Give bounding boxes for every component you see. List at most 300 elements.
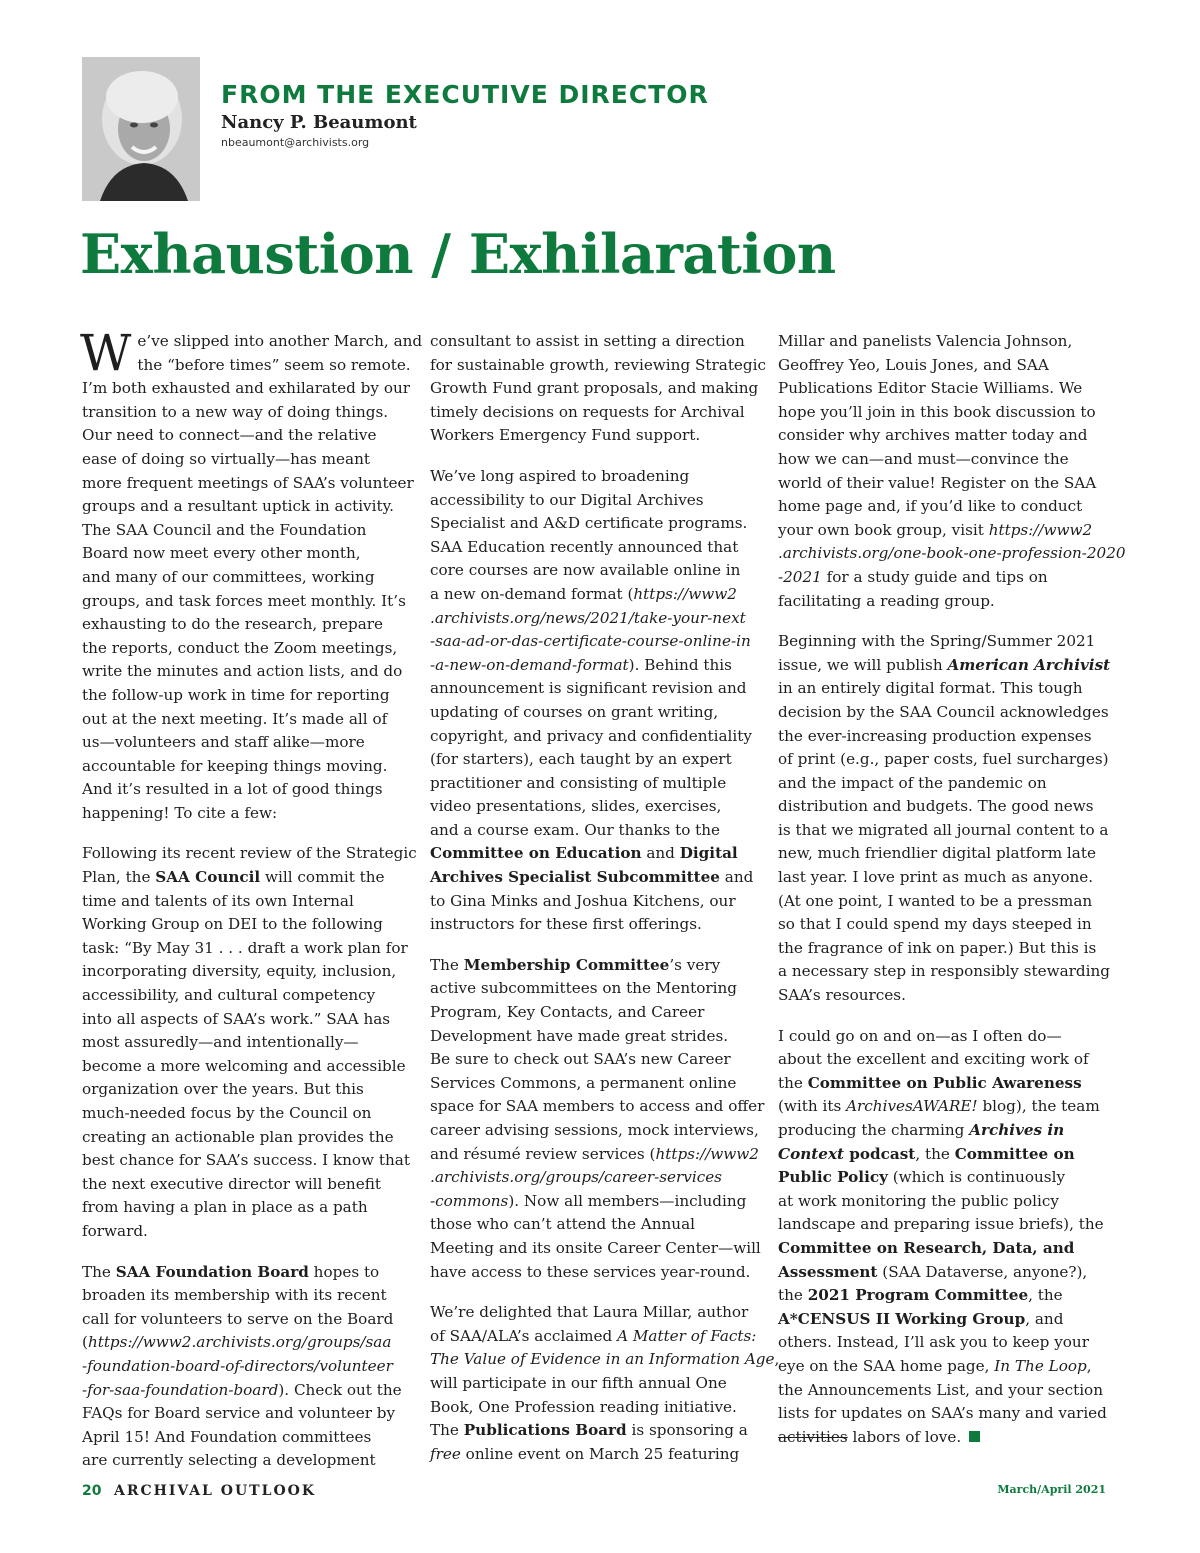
text-run: your own book group, visit xyxy=(778,520,989,539)
text-line xyxy=(430,330,760,354)
text-run: will commit the xyxy=(260,868,385,887)
text-run: The xyxy=(430,1421,464,1440)
text-run: so that I could spend my days steeped in xyxy=(778,915,1092,934)
text-run: the follow-up work in time for reporting xyxy=(82,685,390,704)
text-line xyxy=(778,819,1108,843)
text-run: the xyxy=(778,1286,808,1305)
drop-cap: W xyxy=(80,324,132,382)
text-run: groups and a resultant uptick in activity. xyxy=(82,497,394,516)
text-run: SAA’s resources. xyxy=(778,986,906,1005)
text-run: and a course exam. Our thanks to the xyxy=(430,820,721,839)
article-paragraph xyxy=(778,630,1111,1008)
text-run: more frequent meetings of SAA’s volunteer xyxy=(82,473,414,492)
text-line xyxy=(430,890,760,914)
text-run: Book, One Profession reading initiative. xyxy=(430,1397,737,1416)
text-run: Growth Fund grant proposals, and making xyxy=(430,379,759,398)
text-line xyxy=(430,1119,760,1143)
text-run: (SAA Dataverse, anyone?), xyxy=(877,1262,1088,1281)
text-run: (At one point, I wanted to be a pressman xyxy=(778,891,1093,910)
text-line xyxy=(430,1025,760,1049)
text-line xyxy=(430,1261,760,1285)
text-run: ). Check out the xyxy=(278,1380,402,1399)
text-run: how we can—and must—convince the xyxy=(778,449,1069,468)
text-line xyxy=(82,354,412,378)
italic-phrase: ArchivesAWARE! xyxy=(846,1097,978,1116)
text-line xyxy=(82,1261,412,1285)
text-line xyxy=(430,1396,760,1420)
text-line xyxy=(82,1126,412,1150)
text-run: consider why archives matter today and xyxy=(778,426,1088,445)
text-run: Geoffrey Yeo, Louis Jones, and SAA xyxy=(778,355,1049,374)
text-line xyxy=(778,725,1108,749)
italic-phrase[interactable]: -commons xyxy=(430,1191,509,1210)
article-headline: Exhaustion / Exhilaration xyxy=(80,222,836,286)
text-run: Meeting and its onsite Career Center—will xyxy=(430,1238,761,1257)
text-run: The SAA Council and the Foundation xyxy=(82,520,367,539)
text-run: and xyxy=(719,868,754,887)
text-line xyxy=(82,731,412,755)
bold-italic-title: American Archivist xyxy=(947,655,1111,674)
text-line xyxy=(778,1190,1108,1214)
bold-phrase: A*CENSUS II Working Group xyxy=(778,1309,1026,1328)
text-run: facilitating a reading group. xyxy=(778,591,995,610)
end-of-article-mark xyxy=(969,1431,980,1442)
text-run: task: “By May 31 . . . draft a work plan for xyxy=(82,938,408,957)
text-run: incorporating diversity, equity, inclusion, xyxy=(82,962,397,981)
text-line xyxy=(778,401,1108,425)
text-line xyxy=(82,1196,412,1220)
text-run: transition to a new way of doing things. xyxy=(82,402,389,421)
text-run: us—volunteers and staff alike—more xyxy=(82,733,365,752)
text-line xyxy=(82,613,412,637)
text-line xyxy=(82,424,412,448)
text-run: career advising sessions, mock interviews, xyxy=(430,1121,759,1139)
text-run: I’m both exhausted and exhilarated by our xyxy=(82,379,410,398)
text-run: time and talents of its own Internal xyxy=(82,891,354,910)
article-column-3 xyxy=(778,330,1126,1466)
text-run: in an entirely digital format. This tough xyxy=(778,679,1083,698)
italic-phrase: The Value of Evidence in an Information Age xyxy=(430,1350,775,1369)
text-run: have access to these services year-round. xyxy=(430,1262,751,1281)
text-run: creating an actionable plan provides the xyxy=(82,1127,394,1146)
text-run: Following its recent review of the Strategic xyxy=(82,844,417,863)
text-line xyxy=(430,512,760,536)
text-run: for a study guide and tips on xyxy=(821,567,1048,586)
text-line xyxy=(430,1301,760,1325)
text-run: landscape and preparing issue briefs), the xyxy=(778,1215,1104,1234)
text-line xyxy=(778,1048,1108,1072)
text-line xyxy=(778,890,1108,914)
text-line xyxy=(82,1426,412,1450)
text-run: hopes to xyxy=(308,1262,380,1281)
text-line xyxy=(82,1149,412,1173)
bold-phrase: Assessment xyxy=(778,1262,878,1281)
text-run: We’ve long aspired to broadening xyxy=(430,466,690,485)
text-line xyxy=(430,1190,760,1214)
text-line xyxy=(82,590,412,614)
italic-phrase[interactable]: https://www2.archivists.org/groups/saa xyxy=(87,1333,392,1352)
text-run: (with its xyxy=(778,1097,847,1116)
text-run: blog), the team xyxy=(977,1097,1100,1116)
text-run: call for volunteers to serve on the Board xyxy=(82,1309,394,1328)
text-run: world of their value! Register on the SAA xyxy=(778,473,1097,492)
text-line xyxy=(82,866,412,890)
text-line xyxy=(82,684,412,708)
bold-phrase: Digital xyxy=(679,844,738,863)
text-line xyxy=(82,890,412,914)
text-line xyxy=(82,542,412,566)
author-photo xyxy=(82,57,200,201)
text-run: I could go on and on—as I often do— xyxy=(778,1026,1062,1045)
text-line xyxy=(82,1055,412,1079)
text-line xyxy=(778,654,1111,678)
text-run: Plan, the xyxy=(82,868,156,887)
text-line xyxy=(778,1143,1108,1167)
bold-phrase: Publications Board xyxy=(463,1421,627,1440)
text-run: and the impact of the pandemic on xyxy=(778,773,1047,792)
text-line xyxy=(778,1237,1108,1261)
italic-phrase[interactable]: -foundation-board-of-directors/volunteer xyxy=(82,1356,393,1375)
text-line xyxy=(778,1426,1108,1450)
text-line xyxy=(778,937,1108,961)
text-run: video presentations, slides, exercises, xyxy=(430,797,722,816)
text-run: Our need to connect—and the relative xyxy=(82,426,377,445)
bold-phrase: 2021 Program Committee xyxy=(807,1286,1029,1305)
article-paragraph xyxy=(430,330,766,448)
italic-phrase[interactable]: https://www2 xyxy=(655,1144,759,1163)
text-line xyxy=(430,354,766,378)
text-line xyxy=(82,708,412,732)
text-line xyxy=(778,677,1108,701)
italic-phrase[interactable]: -a-new-on-demand-format xyxy=(430,655,629,674)
text-line xyxy=(430,1213,760,1237)
text-line xyxy=(430,701,760,725)
bold-phrase: podcast xyxy=(844,1144,916,1163)
author-email[interactable]: nbeaumont@archivists.org xyxy=(221,136,370,149)
text-line xyxy=(82,802,412,826)
text-line xyxy=(430,1372,760,1396)
bold-phrase: Committee on xyxy=(954,1144,1075,1163)
text-run: of print (e.g., paper costs, fuel surcharges) xyxy=(778,750,1109,769)
text-line xyxy=(82,519,412,543)
article-paragraph xyxy=(80,324,423,825)
text-line xyxy=(430,1166,760,1190)
text-run: updating of courses on grant writing, xyxy=(430,702,719,721)
text-run: become a more welcoming and accessible xyxy=(82,1056,406,1075)
bold-phrase: Committee on Education xyxy=(430,844,642,863)
text-line xyxy=(778,960,1108,984)
text-line xyxy=(82,448,412,472)
text-line xyxy=(430,772,760,796)
article-paragraph xyxy=(430,465,760,937)
text-line xyxy=(430,536,760,560)
text-line xyxy=(778,1261,1108,1285)
text-line xyxy=(82,1173,412,1197)
text-line xyxy=(778,1166,1108,1190)
struck-word: activities xyxy=(778,1427,848,1446)
text-run: core courses are now available online in xyxy=(430,561,741,580)
text-line xyxy=(778,1072,1108,1096)
text-line xyxy=(430,748,760,772)
text-run: , and xyxy=(1025,1309,1064,1328)
text-line xyxy=(82,937,412,961)
text-run: last year. I love print as much as anyone. xyxy=(778,868,1094,887)
text-run: of SAA/ALA’s acclaimed xyxy=(430,1326,618,1345)
text-run: the reports, conduct the Zoom meetings, xyxy=(82,638,398,657)
text-run: eye on the SAA home page, xyxy=(778,1356,995,1375)
text-line xyxy=(430,1237,760,1261)
section-label: FROM THE EXECUTIVE DIRECTOR xyxy=(221,80,709,109)
article-column-1 xyxy=(80,324,423,1490)
bold-italic-title: Context xyxy=(778,1144,845,1163)
text-line xyxy=(778,495,1108,519)
text-line xyxy=(778,866,1108,890)
text-line xyxy=(430,1143,760,1167)
bold-phrase: Committee on Research, Data, and xyxy=(778,1238,1075,1257)
text-line xyxy=(778,795,1108,819)
text-line xyxy=(430,583,760,607)
text-line xyxy=(778,1119,1108,1143)
text-line xyxy=(430,424,760,448)
text-run: write the minutes and action lists, and do xyxy=(82,662,403,681)
text-run: instructors for these first offerings. xyxy=(430,915,702,934)
article-paragraph xyxy=(82,1261,412,1473)
text-line xyxy=(430,913,760,937)
text-run: FAQs for Board service and volunteer by xyxy=(82,1404,396,1423)
text-run: will participate in our fifth annual One xyxy=(430,1373,727,1392)
text-line xyxy=(430,1443,760,1467)
text-run: accessibility, and cultural competency xyxy=(82,986,376,1005)
text-line xyxy=(82,330,423,354)
text-line xyxy=(82,566,412,590)
text-run: We’re delighted that Laura Millar, author xyxy=(430,1303,749,1322)
italic-phrase[interactable]: .archivists.org/groups/career-services xyxy=(430,1168,722,1187)
text-run: the Announcements List, and your section xyxy=(778,1380,1103,1399)
text-run: , the xyxy=(915,1144,955,1163)
author-name: Nancy P. Beaumont xyxy=(221,112,417,133)
text-run: hope you’ll join in this book discussion to xyxy=(778,402,1096,421)
text-line xyxy=(778,748,1108,772)
text-line xyxy=(82,1402,412,1426)
text-line xyxy=(778,354,1108,378)
text-run: others. Instead, I’ll ask you to keep your xyxy=(778,1333,1089,1352)
text-line xyxy=(778,1284,1108,1308)
text-run: (for starters), each taught by an expert xyxy=(430,750,732,769)
text-run: , xyxy=(774,1350,780,1369)
text-run: at work monitoring the public policy xyxy=(778,1191,1059,1210)
text-line xyxy=(430,607,760,631)
bold-italic-title: Archives in xyxy=(969,1121,1065,1139)
text-run: ’s very xyxy=(669,955,721,974)
italic-phrase[interactable]: .archivists.org/news/2021/take-your-next xyxy=(430,608,746,627)
text-run: much-needed focus by the Council on xyxy=(82,1104,372,1122)
text-line xyxy=(82,1331,412,1355)
italic-phrase: A Matter of Facts: xyxy=(617,1326,757,1345)
text-line xyxy=(778,984,1108,1008)
text-line xyxy=(430,630,760,654)
text-line xyxy=(82,377,412,401)
text-line xyxy=(778,566,1108,590)
text-line xyxy=(82,1102,412,1126)
text-run: about the excellent and exciting work of xyxy=(778,1050,1089,1069)
article-paragraph xyxy=(430,1301,780,1466)
text-run: decision by the SAA Council acknowledges xyxy=(778,702,1109,721)
text-line xyxy=(82,1308,412,1332)
text-run: and xyxy=(641,844,680,863)
text-run: consultant to assist in setting a direction xyxy=(430,332,745,350)
text-line xyxy=(778,1025,1108,1049)
text-run: the xyxy=(778,1073,808,1092)
text-line xyxy=(82,1379,412,1403)
text-line xyxy=(82,913,412,937)
author-portrait-illustration xyxy=(82,57,200,201)
text-run: and résumé review services ( xyxy=(430,1144,656,1163)
text-run: those who can’t attend the Annual xyxy=(430,1215,695,1234)
text-run: The xyxy=(82,1262,116,1281)
text-line xyxy=(430,725,760,749)
text-run: April 15! And Foundation committees xyxy=(82,1427,372,1446)
text-line xyxy=(430,842,760,866)
text-run: Millar and panelists Valencia Johnson, xyxy=(778,332,1073,350)
text-line xyxy=(82,1449,412,1473)
italic-phrase[interactable]: https://www2 xyxy=(988,520,1093,539)
text-run: is that we migrated all journal content to a xyxy=(778,820,1109,839)
text-run: And it’s resulted in a lot of good things xyxy=(82,780,383,799)
text-run: Beginning with the Spring/Summer 2021 xyxy=(778,632,1096,651)
text-line xyxy=(778,1331,1108,1355)
text-run: happening! To cite a few: xyxy=(82,803,278,822)
text-run: , xyxy=(1086,1356,1092,1375)
text-run: a new on-demand format ( xyxy=(430,584,634,603)
text-run: The xyxy=(430,955,464,974)
bold-phrase: Public Policy xyxy=(778,1168,888,1187)
text-run: organization over the years. But this xyxy=(82,1080,364,1099)
text-line xyxy=(430,954,760,978)
article-paragraph xyxy=(430,954,765,1284)
text-run: to Gina Minks and Joshua Kitchens, our xyxy=(430,891,736,910)
text-line xyxy=(430,401,760,425)
text-run: accessibility to our Digital Archives xyxy=(430,490,704,509)
text-run: the ever-increasing production expenses xyxy=(778,726,1092,745)
text-line xyxy=(778,630,1108,654)
text-line xyxy=(82,984,412,1008)
bold-phrase: SAA Foundation Board xyxy=(115,1262,309,1281)
text-run: distribution and budgets. The good news xyxy=(778,797,1094,816)
italic-phrase: -2021 xyxy=(778,567,822,586)
italic-phrase: In The Loop xyxy=(994,1356,1087,1375)
text-run: Board now meet every other month, xyxy=(82,544,361,563)
text-line xyxy=(430,795,760,819)
text-run: Development have made great strides. xyxy=(430,1026,729,1045)
text-line xyxy=(430,1419,760,1443)
text-line xyxy=(778,542,1126,566)
text-line xyxy=(778,701,1108,725)
text-line xyxy=(778,1355,1108,1379)
text-line xyxy=(778,1213,1108,1237)
bold-phrase: SAA Council xyxy=(155,868,261,887)
text-line xyxy=(778,1402,1108,1426)
footer-issue-date: March/April 2021 xyxy=(997,1483,1106,1496)
article-column-2 xyxy=(430,330,780,1483)
text-line xyxy=(430,1072,760,1096)
text-run: SAA Education recently announced that xyxy=(430,537,739,556)
text-line xyxy=(82,1284,412,1308)
text-line xyxy=(82,755,412,779)
text-line xyxy=(778,377,1108,401)
text-run: Workers Emergency Fund support. xyxy=(430,426,701,445)
text-run: accountable for keeping things moving. xyxy=(82,756,388,775)
text-run: Working Group on DEI to the following xyxy=(82,915,383,934)
italic-phrase[interactable]: -for-saa-foundation-board xyxy=(82,1380,279,1399)
text-run: (which is continuously xyxy=(887,1168,1066,1187)
text-line xyxy=(430,1001,760,1025)
text-run: labors of love. xyxy=(847,1427,962,1446)
text-run: space for SAA members to access and offer xyxy=(430,1097,765,1116)
text-line xyxy=(778,1379,1108,1403)
text-line xyxy=(778,1308,1108,1332)
text-line xyxy=(430,977,760,1001)
italic-phrase[interactable]: -saa-ad-or-das-certificate-course-online-in xyxy=(430,632,751,651)
text-run: the fragrance of ink on paper.) But this is xyxy=(778,938,1097,957)
text-run: active subcommittees on the Mentoring xyxy=(430,979,737,998)
text-run: forward. xyxy=(82,1221,148,1240)
text-run: ). Behind this xyxy=(628,655,732,674)
text-line xyxy=(82,842,417,866)
text-run: out at the next meeting. It’s made all of xyxy=(82,709,388,728)
text-line xyxy=(82,660,412,684)
text-line xyxy=(430,465,760,489)
text-run: Specialist and A&D certificate programs. xyxy=(430,514,748,533)
text-line xyxy=(430,1325,760,1349)
bold-phrase: Membership Committee xyxy=(463,955,670,974)
text-line xyxy=(778,913,1108,937)
text-line xyxy=(430,654,760,678)
text-run: Services Commons, a permanent online xyxy=(430,1073,737,1092)
text-line xyxy=(82,637,412,661)
text-run: ease of doing so virtually—has meant xyxy=(82,449,370,468)
text-run: timely decisions on requests for Archival xyxy=(430,402,745,421)
text-run: from having a plan in place as a path xyxy=(82,1198,368,1217)
text-line xyxy=(430,1095,765,1119)
bold-phrase: Archives Specialist Subcommittee xyxy=(430,868,720,887)
text-run: and many of our committees, working xyxy=(82,567,375,586)
text-run: the “before times” seem so remote. xyxy=(137,355,411,374)
text-run: copyright, and privacy and confidentiality xyxy=(430,726,752,745)
text-line xyxy=(82,1355,412,1379)
text-line xyxy=(82,495,412,519)
text-line xyxy=(778,424,1108,448)
italic-phrase: free xyxy=(430,1444,461,1463)
text-run: groups, and task forces meet monthly. It’s xyxy=(82,591,406,610)
text-run: Program, Key Contacts, and Career xyxy=(430,1003,705,1022)
text-run: are currently selecting a development xyxy=(82,1451,376,1470)
italic-phrase[interactable]: .archivists.org/one-book-one-profession-2020 xyxy=(778,544,1126,563)
text-run: for sustainable growth, reviewing Strategic xyxy=(430,355,766,374)
text-line xyxy=(778,590,1108,614)
text-line xyxy=(430,677,760,701)
text-run: exhausting to do the research, prepare xyxy=(82,615,384,634)
text-run: e’ve slipped into another March, and xyxy=(137,332,423,350)
text-run: announcement is significant revision and xyxy=(430,679,747,698)
italic-phrase[interactable]: https://www2 xyxy=(633,584,737,603)
text-run: home page and, if you’d like to conduct xyxy=(778,497,1083,516)
text-line xyxy=(778,842,1108,866)
text-line xyxy=(82,1078,412,1102)
article-paragraph xyxy=(778,1025,1108,1450)
text-run: into all aspects of SAA’s work.” SAA has xyxy=(82,1009,391,1028)
text-run: a necessary step in responsibly stewarding xyxy=(778,962,1110,981)
text-run: ). Now all members—including xyxy=(508,1191,747,1210)
